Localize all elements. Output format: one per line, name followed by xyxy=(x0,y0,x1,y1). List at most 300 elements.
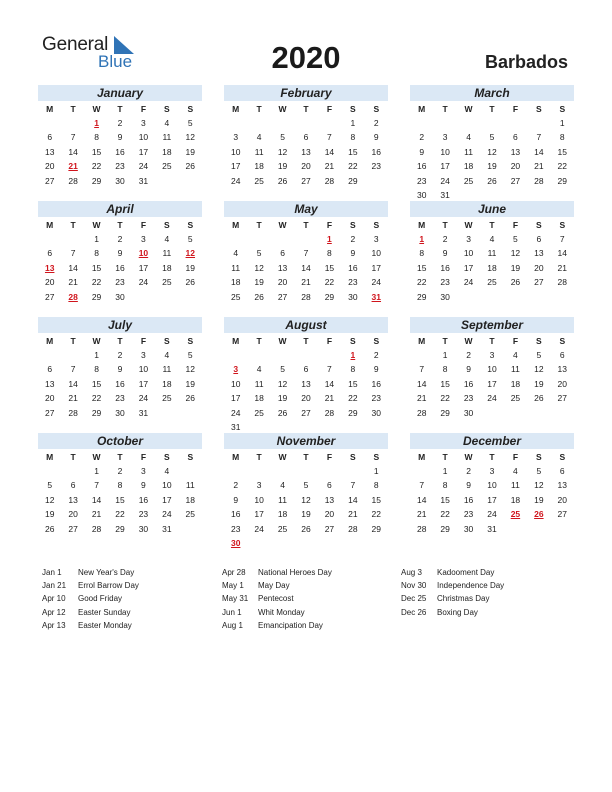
day-cell: 9 xyxy=(442,248,448,259)
holiday-entry xyxy=(401,566,581,579)
weekday-label: T xyxy=(303,336,309,346)
day-cell: 14 xyxy=(68,146,78,157)
month-january xyxy=(38,85,202,188)
month-october xyxy=(38,433,202,536)
day-cell xyxy=(504,116,527,130)
day-cell: 21 xyxy=(416,509,427,520)
day-cell: 7 xyxy=(419,364,425,375)
day-cell xyxy=(365,536,388,550)
day-cell: 2 xyxy=(419,132,425,143)
day-cell xyxy=(224,232,247,246)
day-cell: 14 xyxy=(324,378,335,389)
day-cell: 25 xyxy=(254,407,264,418)
day-cell: 24 xyxy=(138,277,149,288)
day-cell: 20 xyxy=(68,509,78,520)
day-cell: 31 xyxy=(138,175,149,186)
day-cell: 29 xyxy=(324,291,335,302)
holiday-date: Apr 28 xyxy=(222,568,246,577)
weekday-header xyxy=(38,450,202,464)
day-cell: 20 xyxy=(510,161,521,172)
day-cell: 31 xyxy=(162,523,172,534)
day-cell: 19 xyxy=(277,393,288,404)
holiday-column xyxy=(401,566,581,619)
day-cell: 16 xyxy=(463,378,474,389)
week-row xyxy=(224,290,388,304)
month-title: November xyxy=(224,433,388,449)
day-cell: 3 xyxy=(489,350,495,360)
day-cell: 13 xyxy=(557,364,568,375)
week-row xyxy=(38,145,202,159)
holiday-entry xyxy=(222,606,402,619)
day-cell: 18 xyxy=(510,494,521,505)
holiday-day: 1 xyxy=(94,118,99,128)
day-cell xyxy=(179,174,202,188)
day-cell: 12 xyxy=(185,132,196,143)
day-cell xyxy=(247,116,270,130)
holiday-entry xyxy=(401,592,581,605)
day-cell: 13 xyxy=(324,494,335,505)
day-cell: 26 xyxy=(277,175,288,186)
day-cell: 24 xyxy=(487,393,497,404)
day-cell: 16 xyxy=(463,494,474,505)
day-cell: 28 xyxy=(416,523,427,534)
day-cell xyxy=(410,464,433,478)
day-cell: 27 xyxy=(301,407,311,418)
day-cell: 15 xyxy=(91,146,102,157)
weekday-header xyxy=(410,102,574,116)
day-cell: 12 xyxy=(534,480,544,491)
day-cell: 21 xyxy=(557,262,568,273)
weekday-header xyxy=(38,334,202,348)
weekday-label: T xyxy=(70,452,76,462)
day-cell: 12 xyxy=(44,494,55,505)
day-cell: 30 xyxy=(138,523,149,534)
weekday-label: M xyxy=(418,220,426,230)
day-cell: 9 xyxy=(419,146,425,157)
day-cell: 10 xyxy=(138,132,149,143)
day-cell: 17 xyxy=(440,161,450,172)
day-cell: 22 xyxy=(371,509,382,520)
weekday-label: T xyxy=(442,336,448,346)
day-cell: 8 xyxy=(373,480,379,491)
day-cell: 18 xyxy=(230,277,241,288)
day-cell: 29 xyxy=(348,175,358,186)
week-row xyxy=(410,290,574,304)
weekday-header xyxy=(410,218,574,232)
weekday-label: S xyxy=(373,104,380,114)
day-cell: 17 xyxy=(138,262,149,273)
weekday-label: M xyxy=(232,104,240,114)
weekday-label: S xyxy=(536,220,542,230)
weekday-label: S xyxy=(559,104,566,114)
day-cell: 4 xyxy=(489,234,495,244)
day-cell: 6 xyxy=(303,364,309,375)
day-cell: 22 xyxy=(416,277,427,288)
week-row xyxy=(410,478,574,492)
day-cell: 24 xyxy=(254,523,264,534)
month-march xyxy=(410,85,574,202)
day-cell: 29 xyxy=(440,407,450,418)
week-row xyxy=(38,246,202,260)
week-row xyxy=(410,507,574,521)
week-row xyxy=(38,130,202,144)
day-cell: 13 xyxy=(68,494,78,505)
day-cell: 29 xyxy=(115,523,125,534)
day-cell: 19 xyxy=(534,494,544,505)
day-cell: 22 xyxy=(440,393,450,404)
day-cell: 28 xyxy=(416,407,427,418)
weekday-label: M xyxy=(46,336,54,346)
day-cell: 11 xyxy=(487,248,497,259)
weekday-label: W xyxy=(278,104,287,114)
month-title: June xyxy=(410,201,574,217)
day-cell: 21 xyxy=(324,161,335,172)
year-title: 2020 xyxy=(271,40,341,75)
holiday-day: 3 xyxy=(233,364,239,375)
day-cell xyxy=(318,536,341,550)
week-row xyxy=(38,275,202,289)
holiday-entry xyxy=(222,566,402,579)
day-cell: 27 xyxy=(301,175,311,186)
day-cell xyxy=(224,348,247,362)
holiday-column xyxy=(222,566,402,632)
day-cell: 28 xyxy=(301,291,311,302)
day-cell: 19 xyxy=(534,378,544,389)
day-cell: 17 xyxy=(371,262,382,273)
week-row xyxy=(410,348,574,362)
day-cell: 18 xyxy=(463,161,474,172)
month-july xyxy=(38,317,202,420)
weekday-label: S xyxy=(559,220,566,230)
week-row xyxy=(224,232,388,246)
day-cell xyxy=(527,406,550,420)
day-cell: 2 xyxy=(233,480,239,491)
day-cell: 22 xyxy=(115,509,125,520)
day-cell: 9 xyxy=(117,248,123,259)
day-cell: 25 xyxy=(185,509,196,520)
week-row xyxy=(38,362,202,376)
day-cell: 7 xyxy=(70,364,76,375)
weekday-label: T xyxy=(489,104,495,114)
day-cell xyxy=(155,174,178,188)
weekday-label: S xyxy=(187,220,194,230)
week-row xyxy=(38,377,202,391)
day-cell xyxy=(224,116,247,130)
day-cell: 27 xyxy=(68,523,78,534)
weekday-label: S xyxy=(350,452,356,462)
month-title: October xyxy=(38,433,202,449)
day-cell: 14 xyxy=(416,378,427,389)
day-cell: 1 xyxy=(94,350,99,360)
day-cell: 1 xyxy=(442,466,448,476)
holiday-day: 1 xyxy=(327,234,332,244)
weekday-header xyxy=(410,450,574,464)
day-cell: 13 xyxy=(277,262,288,273)
week-row xyxy=(38,406,202,420)
months-grid xyxy=(0,85,612,555)
day-cell: 26 xyxy=(185,277,196,288)
day-cell xyxy=(480,290,503,304)
holiday-entry xyxy=(401,579,581,592)
day-cell xyxy=(271,232,294,246)
day-cell: 2 xyxy=(466,466,471,476)
weekday-label: S xyxy=(536,336,542,346)
day-cell: 8 xyxy=(117,480,123,491)
week-row xyxy=(224,174,388,188)
day-cell: 13 xyxy=(301,146,311,157)
day-cell xyxy=(38,348,61,362)
day-cell xyxy=(38,464,61,478)
day-cell xyxy=(410,116,433,130)
day-cell: 23 xyxy=(115,161,125,172)
day-cell: 26 xyxy=(185,161,196,172)
day-cell: 6 xyxy=(303,132,309,143)
day-cell: 4 xyxy=(164,350,170,360)
day-cell: 13 xyxy=(534,248,544,259)
day-cell: 18 xyxy=(185,494,196,505)
weekday-label: S xyxy=(164,220,170,230)
weekday-label: F xyxy=(512,336,519,346)
day-cell xyxy=(527,116,550,130)
day-cell: 29 xyxy=(91,175,102,186)
day-cell: 27 xyxy=(44,291,55,302)
day-cell: 30 xyxy=(463,407,474,418)
day-cell: 26 xyxy=(185,393,196,404)
day-cell: 14 xyxy=(348,494,358,505)
day-cell: 10 xyxy=(440,146,450,157)
day-cell: 23 xyxy=(115,393,125,404)
day-cell: 21 xyxy=(91,509,102,520)
day-cell: 23 xyxy=(115,277,125,288)
weekday-label: M xyxy=(232,220,240,230)
holiday-day: 1 xyxy=(419,234,425,244)
weekday-label: S xyxy=(350,104,356,114)
holiday-entry xyxy=(42,606,222,619)
day-cell: 19 xyxy=(44,509,55,520)
week-row xyxy=(38,116,202,130)
week-row xyxy=(38,507,202,521)
month-february xyxy=(224,85,388,188)
day-cell: 10 xyxy=(138,364,149,375)
day-cell: 29 xyxy=(91,291,102,302)
weekday-header xyxy=(224,218,388,232)
day-cell: 2 xyxy=(373,118,379,128)
day-cell: 8 xyxy=(442,364,448,375)
day-cell xyxy=(551,406,574,420)
weekday-label: W xyxy=(464,104,473,114)
weekday-label: F xyxy=(326,336,333,346)
day-cell: 25 xyxy=(510,393,521,404)
holiday-name: Good Friday xyxy=(78,594,123,604)
day-cell xyxy=(61,116,84,130)
holiday-date: May 1 xyxy=(222,581,244,591)
day-cell: 24 xyxy=(463,277,474,288)
day-cell: 5 xyxy=(536,466,542,476)
month-september xyxy=(410,317,574,420)
week-row xyxy=(38,464,202,478)
day-cell: 19 xyxy=(510,262,521,273)
day-cell: 14 xyxy=(301,262,311,273)
day-cell: 20 xyxy=(277,277,288,288)
day-cell xyxy=(318,348,341,362)
day-cell xyxy=(271,348,294,362)
logo-text-blue: Blue xyxy=(98,52,133,71)
day-cell: 29 xyxy=(371,523,382,534)
day-cell: 12 xyxy=(277,146,288,157)
day-cell: 6 xyxy=(47,364,53,375)
day-cell: 24 xyxy=(371,277,382,288)
weekday-label: S xyxy=(536,104,542,114)
weekday-label: S xyxy=(536,452,542,462)
week-row xyxy=(38,290,202,304)
day-cell: 25 xyxy=(162,393,172,404)
weekday-label: S xyxy=(559,336,566,346)
day-cell xyxy=(504,406,527,420)
day-cell: 20 xyxy=(534,262,544,273)
holiday-name: Boxing Day xyxy=(437,607,478,617)
day-cell: 6 xyxy=(559,350,565,360)
holiday-date: Jan 21 xyxy=(42,581,67,591)
day-cell xyxy=(271,464,294,478)
day-cell: 26 xyxy=(510,277,521,288)
week-row xyxy=(410,261,574,275)
weekday-label: S xyxy=(350,220,356,230)
week-row xyxy=(410,116,574,130)
week-row xyxy=(410,145,574,159)
day-cell: 29 xyxy=(91,407,102,418)
day-cell: 9 xyxy=(117,364,123,375)
day-cell: 5 xyxy=(187,118,193,128)
day-cell: 27 xyxy=(557,393,568,404)
day-cell: 22 xyxy=(91,161,102,172)
day-cell: 10 xyxy=(230,146,241,157)
day-cell: 15 xyxy=(348,378,358,389)
day-cell: 30 xyxy=(440,291,450,302)
day-cell: 4 xyxy=(256,132,262,143)
day-cell: 2 xyxy=(117,466,123,476)
day-cell: 4 xyxy=(164,118,170,128)
holiday-entry xyxy=(222,579,402,592)
weekday-label: S xyxy=(373,452,380,462)
holiday-entry xyxy=(42,592,222,605)
day-cell: 9 xyxy=(373,364,379,375)
day-cell: 23 xyxy=(371,161,382,172)
day-cell: 22 xyxy=(91,393,102,404)
day-cell xyxy=(155,290,178,304)
week-row xyxy=(224,145,388,159)
day-cell: 5 xyxy=(303,480,309,491)
day-cell: 24 xyxy=(487,509,497,520)
day-cell: 15 xyxy=(91,378,102,389)
weekday-label: M xyxy=(46,104,54,114)
day-cell xyxy=(271,116,294,130)
day-cell xyxy=(457,116,480,130)
weekday-label: M xyxy=(418,336,426,346)
weekday-label: S xyxy=(164,452,170,462)
day-cell: 17 xyxy=(138,146,149,157)
day-cell xyxy=(294,232,317,246)
day-cell: 7 xyxy=(70,248,76,259)
holiday-entry xyxy=(222,619,402,632)
day-cell: 17 xyxy=(138,378,149,389)
weekday-label: W xyxy=(92,336,101,346)
holiday-name: Pentecost xyxy=(258,594,294,604)
day-cell: 13 xyxy=(301,378,311,389)
day-cell: 15 xyxy=(440,494,450,505)
day-cell: 10 xyxy=(230,378,241,389)
day-cell: 7 xyxy=(559,234,565,244)
weekday-header xyxy=(410,334,574,348)
day-cell: 6 xyxy=(280,248,285,259)
day-cell: 12 xyxy=(277,378,288,389)
day-cell: 25 xyxy=(230,291,241,302)
weekday-label: T xyxy=(256,220,262,230)
day-cell: 28 xyxy=(534,175,544,186)
day-cell: 12 xyxy=(487,146,497,157)
day-cell: 26 xyxy=(301,523,311,534)
day-cell xyxy=(318,116,341,130)
day-cell: 23 xyxy=(463,509,474,520)
holiday-name: Independence Day xyxy=(437,581,505,591)
week-row xyxy=(224,362,388,376)
week-row xyxy=(224,478,388,492)
day-cell: 30 xyxy=(115,291,125,302)
month-title: April xyxy=(38,201,202,217)
day-cell: 10 xyxy=(487,364,497,375)
day-cell: 11 xyxy=(231,262,241,273)
day-cell: 20 xyxy=(557,494,568,505)
day-cell: 1 xyxy=(94,234,99,244)
day-cell xyxy=(271,536,294,550)
week-row xyxy=(38,478,202,492)
day-cell: 6 xyxy=(70,480,76,491)
day-cell: 18 xyxy=(162,146,172,157)
day-cell: 4 xyxy=(164,466,170,476)
holiday-entry xyxy=(401,606,581,619)
holiday-date: Jan 1 xyxy=(42,568,62,577)
weekday-label: W xyxy=(92,220,101,230)
day-cell: 26 xyxy=(277,407,288,418)
day-cell: 8 xyxy=(94,248,99,259)
day-cell xyxy=(294,348,317,362)
day-cell: 23 xyxy=(138,509,149,520)
holiday-date: Dec 25 xyxy=(401,594,427,604)
day-cell: 1 xyxy=(559,118,565,128)
day-cell: 2 xyxy=(350,234,356,244)
day-cell: 20 xyxy=(301,393,311,404)
day-cell: 24 xyxy=(230,407,241,418)
day-cell xyxy=(551,522,574,536)
day-cell: 25 xyxy=(162,277,172,288)
day-cell xyxy=(341,536,364,550)
day-cell: 23 xyxy=(230,523,241,534)
day-cell: 23 xyxy=(416,175,427,186)
weekday-label: F xyxy=(512,220,519,230)
day-cell: 15 xyxy=(348,146,358,157)
day-cell: 24 xyxy=(138,393,149,404)
day-cell: 16 xyxy=(138,494,149,505)
week-row xyxy=(410,493,574,507)
month-title: January xyxy=(38,85,202,101)
holiday-day: 10 xyxy=(138,248,149,259)
weekday-label: F xyxy=(326,452,333,462)
day-cell: 17 xyxy=(254,509,264,520)
day-cell: 9 xyxy=(233,494,239,505)
day-cell: 21 xyxy=(348,509,358,520)
day-cell: 25 xyxy=(254,175,264,186)
day-cell: 21 xyxy=(534,161,544,172)
day-cell: 15 xyxy=(371,494,382,505)
